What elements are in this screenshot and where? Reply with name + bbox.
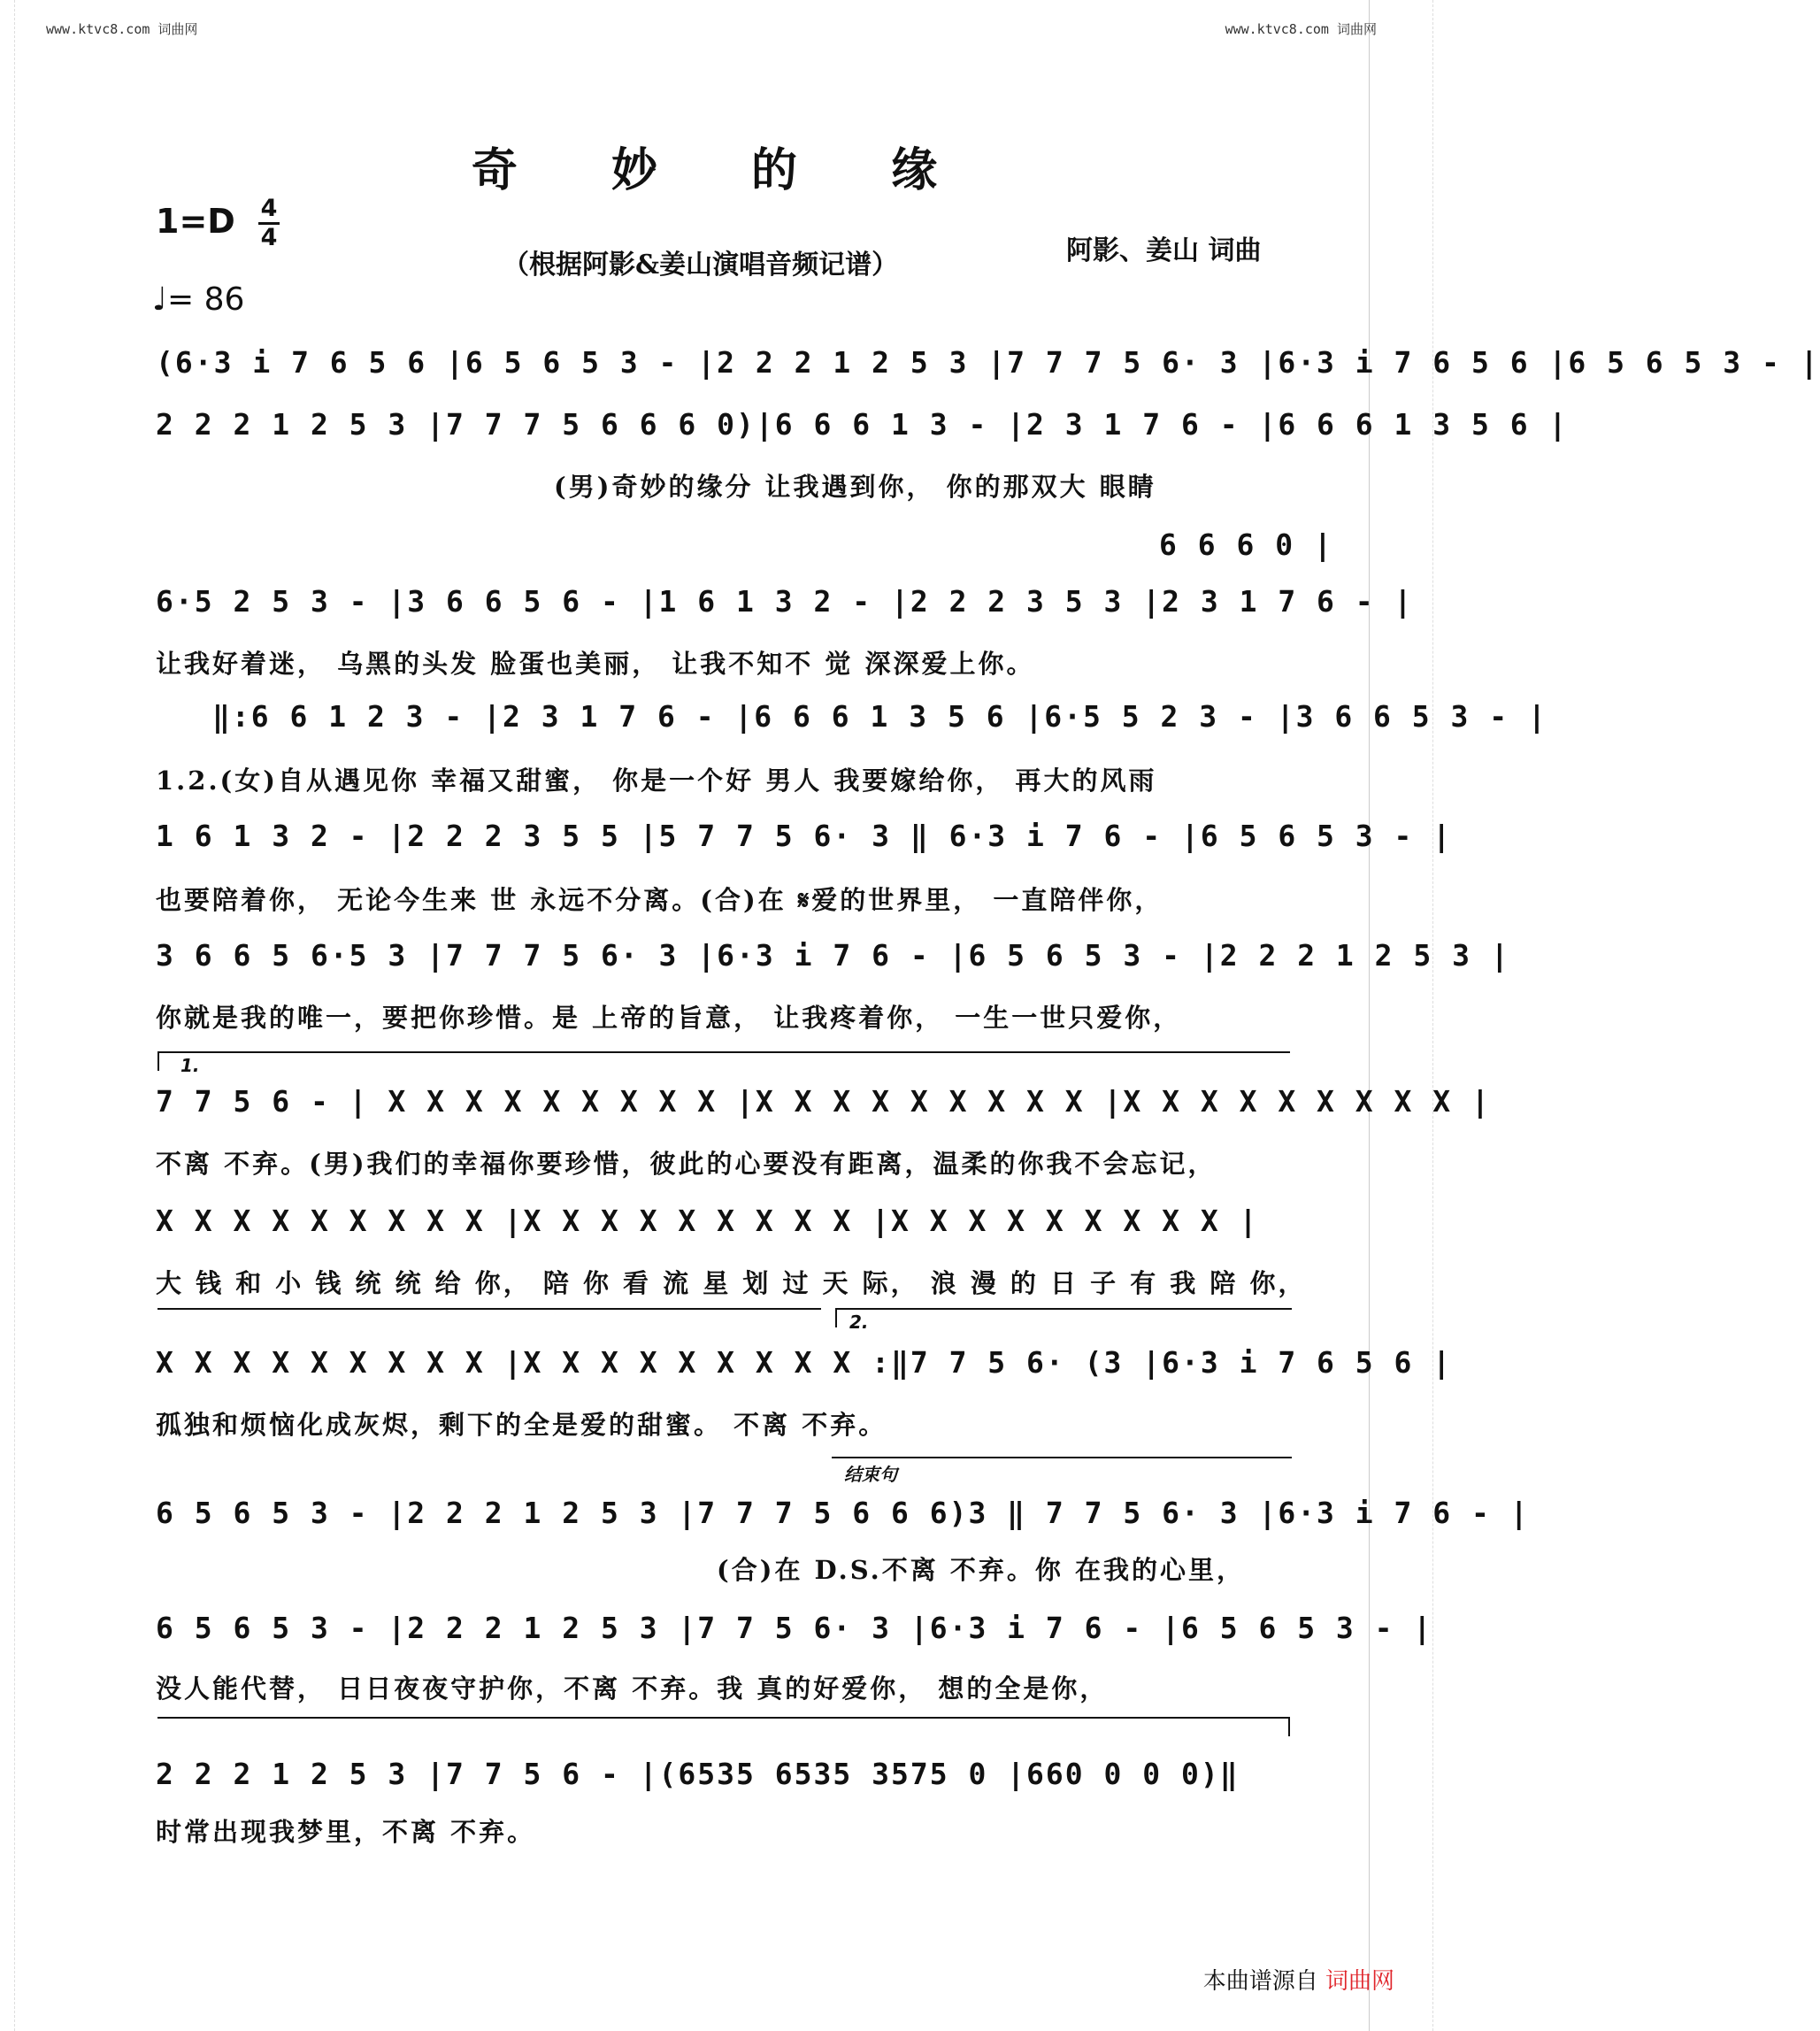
lyric-row-2: (男)奇妙的缘分 让我遇到你， 你的那双大 眼睛 <box>554 472 1156 502</box>
lyric-row-12: 时常出现我梦里，不离 不弃。 <box>156 1817 536 1847</box>
volta-2-label: 2. <box>849 1312 869 1333</box>
lyric-row-7: 不离 不弃。(男)我们的幸福你要珍惜，彼此的心要没有距离，温柔的你我不会忘记， <box>156 1149 1217 1179</box>
volta-1-continued-bracket <box>157 1308 821 1310</box>
notation-row-1: (6·3 i 7 6 5 6 |6 5 6 5 3 - |2 2 2 1 2 5 3 |7 7 7 5 6· 3 |6·3 i 7 6 5 6 |6 5 6 5 3 - | <box>156 345 1820 380</box>
right-margin-rule <box>1369 0 1370 2031</box>
footer-source <box>1203 1963 1394 1996</box>
final-bracket-tick <box>1288 1717 1290 1736</box>
lyric-row-9: 孤独和烦恼化成灰烬，剩下的全是爱的甜蜜。 不离 不弃。 <box>156 1410 887 1440</box>
notation-pickup: 6 6 6 0 | <box>1159 527 1333 562</box>
right-margin-strip <box>1432 0 1448 2031</box>
notation-row-5: 1 6 1 3 2 - |2 2 2 3 5 5 |5 7 7 5 6· 3 ‖ 6·3 i 7 6 - |6 5 6 5 3 - | <box>156 819 1453 853</box>
key-signature: 1=D <box>156 202 235 241</box>
footer-prefix: 本曲谱源自 <box>1202 1968 1318 1995</box>
volta-2-tick <box>835 1308 837 1327</box>
lyric-row-6: 你就是我的唯一，要把你珍惜。是 上帝的旨意， 让我疼着你， 一生一世只爱你， <box>156 1003 1182 1033</box>
notation-row-12: 2 2 2 1 2 5 3 |7 7 5 6 - |(6535 6535 3575 0 |660 0 0 0)‖ <box>156 1757 1240 1791</box>
volta-2-bracket <box>835 1308 1292 1310</box>
notation-row-8: X X X X X X X X X |X X X X X X X X X |X X X X X X X X X | <box>156 1204 1259 1238</box>
notation-row-6: 3 6 6 5 6·5 3 |7 7 7 5 6· 3 |6·3 i 7 6 - |6 5 6 5 3 - |2 2 2 1 2 5 3 | <box>156 938 1510 973</box>
notation-row-9: X X X X X X X X X |X X X X X X X X X :‖7 7 5 6· (3 |6·3 i 7 6 5 6 | <box>156 1345 1453 1380</box>
lyric-row-4: 1.2.(女)自从遇见你 幸福又甜蜜， 你是一个好 男人 我要嫁给你， 再大的风雨 <box>156 765 1157 796</box>
tempo-marking: ♩= 86 <box>152 281 245 318</box>
header-site-right: www.ktvc8.com 词曲网 <box>1225 21 1377 37</box>
volta-1-label: 1. <box>180 1055 200 1076</box>
final-bracket <box>157 1717 1290 1719</box>
transcription-note: （根据阿影&姜山演唱音频记谱） <box>503 250 899 281</box>
song-title: 奇 妙 的 缘 <box>471 143 977 197</box>
volta-1-tick <box>157 1051 159 1071</box>
lyric-row-10: (合)在 D.S.不离 不弃。你 在我的心里， <box>717 1555 1245 1585</box>
time-signature-bottom: 4 <box>260 224 278 251</box>
coda-label: 结束句 <box>844 1464 897 1485</box>
notation-row-3: 6·5 2 5 3 - |3 6 6 5 6 - |1 6 1 3 2 - |2 2 2 3 5 3 |2 3 1 7 6 - | <box>156 584 1414 619</box>
footer-brand-link[interactable]: 词曲网 <box>1325 1968 1394 1995</box>
notation-row-4: ‖:6 6 1 2 3 - |2 3 1 7 6 - |6 6 6 1 3 5 6 |6·5 5 2 3 - |3 6 6 5 3 - | <box>212 699 1547 734</box>
lyric-row-3: 让我好着迷， 乌黑的头发 脸蛋也美丽， 让我不知不 觉 深深爱上你。 <box>156 649 1035 679</box>
notation-row-10: 6 5 6 5 3 - |2 2 2 1 2 5 3 |7 7 7 5 6 6 6)3 ‖ 7 7 5 6· 3 |6·3 i 7 6 - | <box>156 1496 1530 1530</box>
composer-credit: 阿影、姜山 词曲 <box>1066 235 1262 266</box>
time-signature-top: 4 <box>260 195 278 222</box>
header-site-left: www.ktvc8.com 词曲网 <box>46 21 198 37</box>
left-margin-strip <box>0 0 15 2031</box>
notation-row-2: 2 2 2 1 2 5 3 |7 7 7 5 6 6 6 0)|6 6 6 1 3 - |2 3 1 7 6 - |6 6 6 1 3 5 6 | <box>156 407 1569 442</box>
notation-row-11: 6 5 6 5 3 - |2 2 2 1 2 5 3 |7 7 5 6· 3 |6·3 i 7 6 - |6 5 6 5 3 - | <box>156 1611 1433 1645</box>
time-signature <box>258 196 280 250</box>
volta-1-bracket <box>157 1051 1290 1053</box>
lyric-row-5: 也要陪着你， 无论今生来 世 永远不分离。(合)在 𝄋爱的世界里， 一直陪伴你， <box>156 885 1163 915</box>
notation-row-7: 7 7 5 6 - | X X X X X X X X X |X X X X X X X X X |X X X X X X X X X | <box>156 1084 1491 1119</box>
lyric-row-8: 大 钱 和 小 钱 统 统 给 你， 陪 你 看 流 星 划 过 天 际， 浪 漫 的 日 子 有 我 陪 你， <box>156 1268 1307 1298</box>
lyric-row-11: 没人能代替， 日日夜夜守护你，不离 不弃。我 真的好爱你， 想的全是你， <box>156 1673 1109 1704</box>
coda-bracket <box>832 1457 1292 1458</box>
